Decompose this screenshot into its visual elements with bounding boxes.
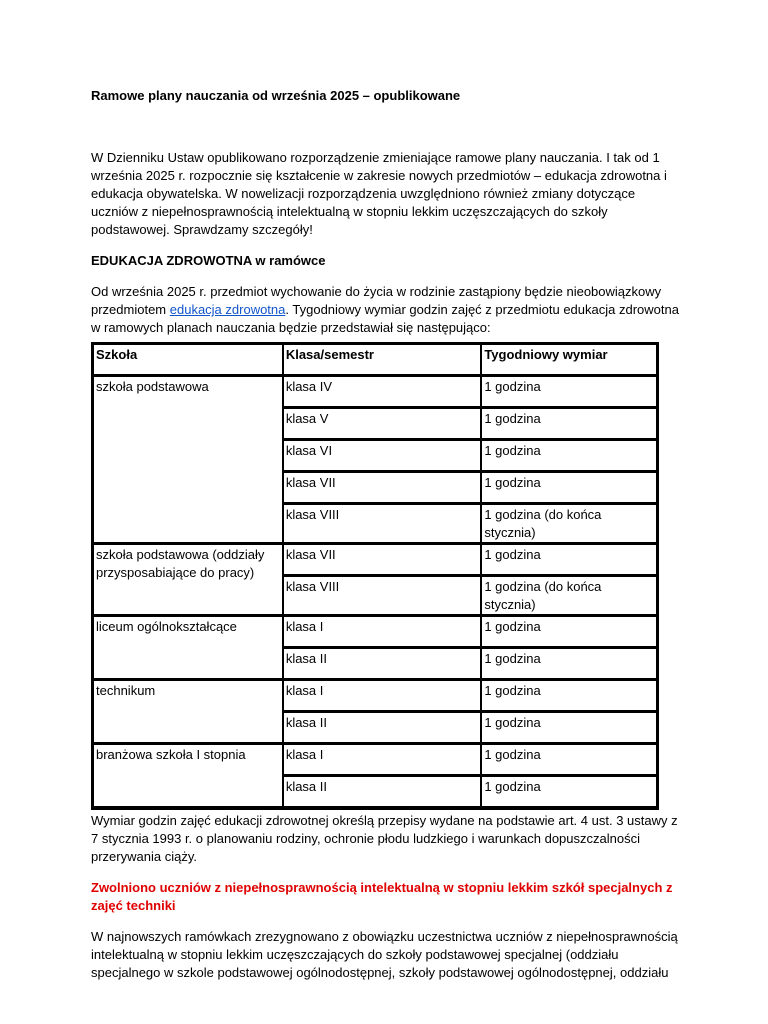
health-education-link[interactable]: edukacja zdrowotna — [169, 302, 286, 317]
school-cell: technikum — [93, 680, 283, 744]
weekly-hours-cell: 1 godzina — [481, 376, 657, 408]
health-education-paragraph — [91, 283, 681, 337]
school-cell: liceum ogólnokształcące — [93, 616, 283, 680]
section-heading-health-education: EDUKACJA ZDROWOTNA w ramówce — [91, 253, 326, 268]
weekly-hours-cell: 1 godzina — [481, 544, 657, 576]
exemption-paragraph: W najnowszych ramówkach zrezygnowano z obowiązku uczestnictwa uczniów z niepełnosprawnością intelektualną w stopniu lekkim uczęszczających do szkoły podstawowej specjalnej (oddziału specjalnego w szkole podstawowej ogólnodostępnej, szkoły podstawowej ogólnodostępnej, oddziału — [91, 929, 678, 980]
paragraph-text-before-link: Od września 2025 r. przedmiot wychowanie do życia w rodzinie zastąpiony będzie nieobowiązkowy przedmiotem — [91, 284, 662, 317]
table-row — [93, 544, 657, 576]
table-row — [93, 376, 657, 408]
weekly-hours-cell: 1 godzina — [481, 616, 657, 648]
weekly-hours-table — [91, 342, 659, 810]
after-table-paragraph: Wymiar godzin zajęć edukacji zdrowotnej określą przepisy wydane na podstawie art. 4 ust. 3 ustawy z 7 stycznia 1993 r. o planowaniu rodziny, ochronie płodu ludzkiego i warunkach dopuszczalności przerywania ciąży. — [91, 813, 678, 864]
paragraph-text-after-link: . Tygodniowy wymiar godzin zajęć z przedmiotu edukacja zdrowotna w ramowych planach nauczania będzie przedstawiał się następująco: — [91, 302, 679, 335]
table-row — [93, 680, 657, 712]
weekly-hours-cell: 1 godzina — [481, 744, 657, 776]
class-cell: klasa II — [283, 776, 482, 808]
header-weekly-hours: Tygodniowy wymiar — [481, 344, 657, 376]
intro-paragraph: W Dzienniku Ustaw opublikowano rozporządzenie zmieniające ramowe plany nauczania. I tak od 1 września 2025 r. rozpocznie się kształcenie w zakresie nowych przedmiotów – edukacja zdrowotna i edukacja obywatelska. W nowelizacji rozporządzenia uwzględniono również zmiany dotyczące uczniów z niepełnosprawnością intelektualną w stopniu lekkim uczęszczających do szkoły podstawowej. Sprawdzamy szczegóły! — [91, 150, 667, 237]
class-cell: klasa VI — [283, 440, 482, 472]
weekly-hours-cell: 1 godzina — [481, 776, 657, 808]
weekly-hours-cell: 1 godzina — [481, 440, 657, 472]
school-cell: branżowa szkoła I stopnia — [93, 744, 283, 808]
class-cell: klasa IV — [283, 376, 482, 408]
header-class-semester: Klasa/semestr — [283, 344, 482, 376]
weekly-hours-cell: 1 godzina — [481, 680, 657, 712]
class-cell: klasa II — [283, 712, 482, 744]
school-cell: szkoła podstawowa (oddziały przysposabiające do pracy) — [93, 544, 283, 616]
table-row — [93, 616, 657, 648]
class-cell: klasa I — [283, 616, 482, 648]
class-cell: klasa VIII — [283, 576, 482, 616]
table-row — [93, 744, 657, 776]
weekly-hours-cell: 1 godzina — [481, 712, 657, 744]
section-heading-exemption: Zwolniono uczniów z niepełnosprawnością intelektualną w stopniu lekkim szkół specjalnych z zajęć techniki — [91, 880, 673, 913]
document-title: Ramowe plany nauczania od września 2025 – opublikowane — [91, 88, 461, 103]
school-cell: szkoła podstawowa — [93, 376, 283, 544]
class-cell: klasa II — [283, 648, 482, 680]
table-header-row — [93, 344, 657, 376]
weekly-hours-cell: 1 godzina — [481, 408, 657, 440]
class-cell: klasa I — [283, 680, 482, 712]
class-cell: klasa VII — [283, 544, 482, 576]
weekly-hours-cell: 1 godzina (do końca stycznia) — [481, 504, 657, 544]
document-page — [91, 87, 681, 982]
header-school: Szkoła — [93, 344, 283, 376]
class-cell: klasa I — [283, 744, 482, 776]
weekly-hours-cell: 1 godzina — [481, 648, 657, 680]
class-cell: klasa VIII — [283, 504, 482, 544]
weekly-hours-cell: 1 godzina — [481, 472, 657, 504]
class-cell: klasa VII — [283, 472, 482, 504]
class-cell: klasa V — [283, 408, 482, 440]
weekly-hours-cell: 1 godzina (do końca stycznia) — [481, 576, 657, 616]
table-body — [93, 376, 657, 808]
